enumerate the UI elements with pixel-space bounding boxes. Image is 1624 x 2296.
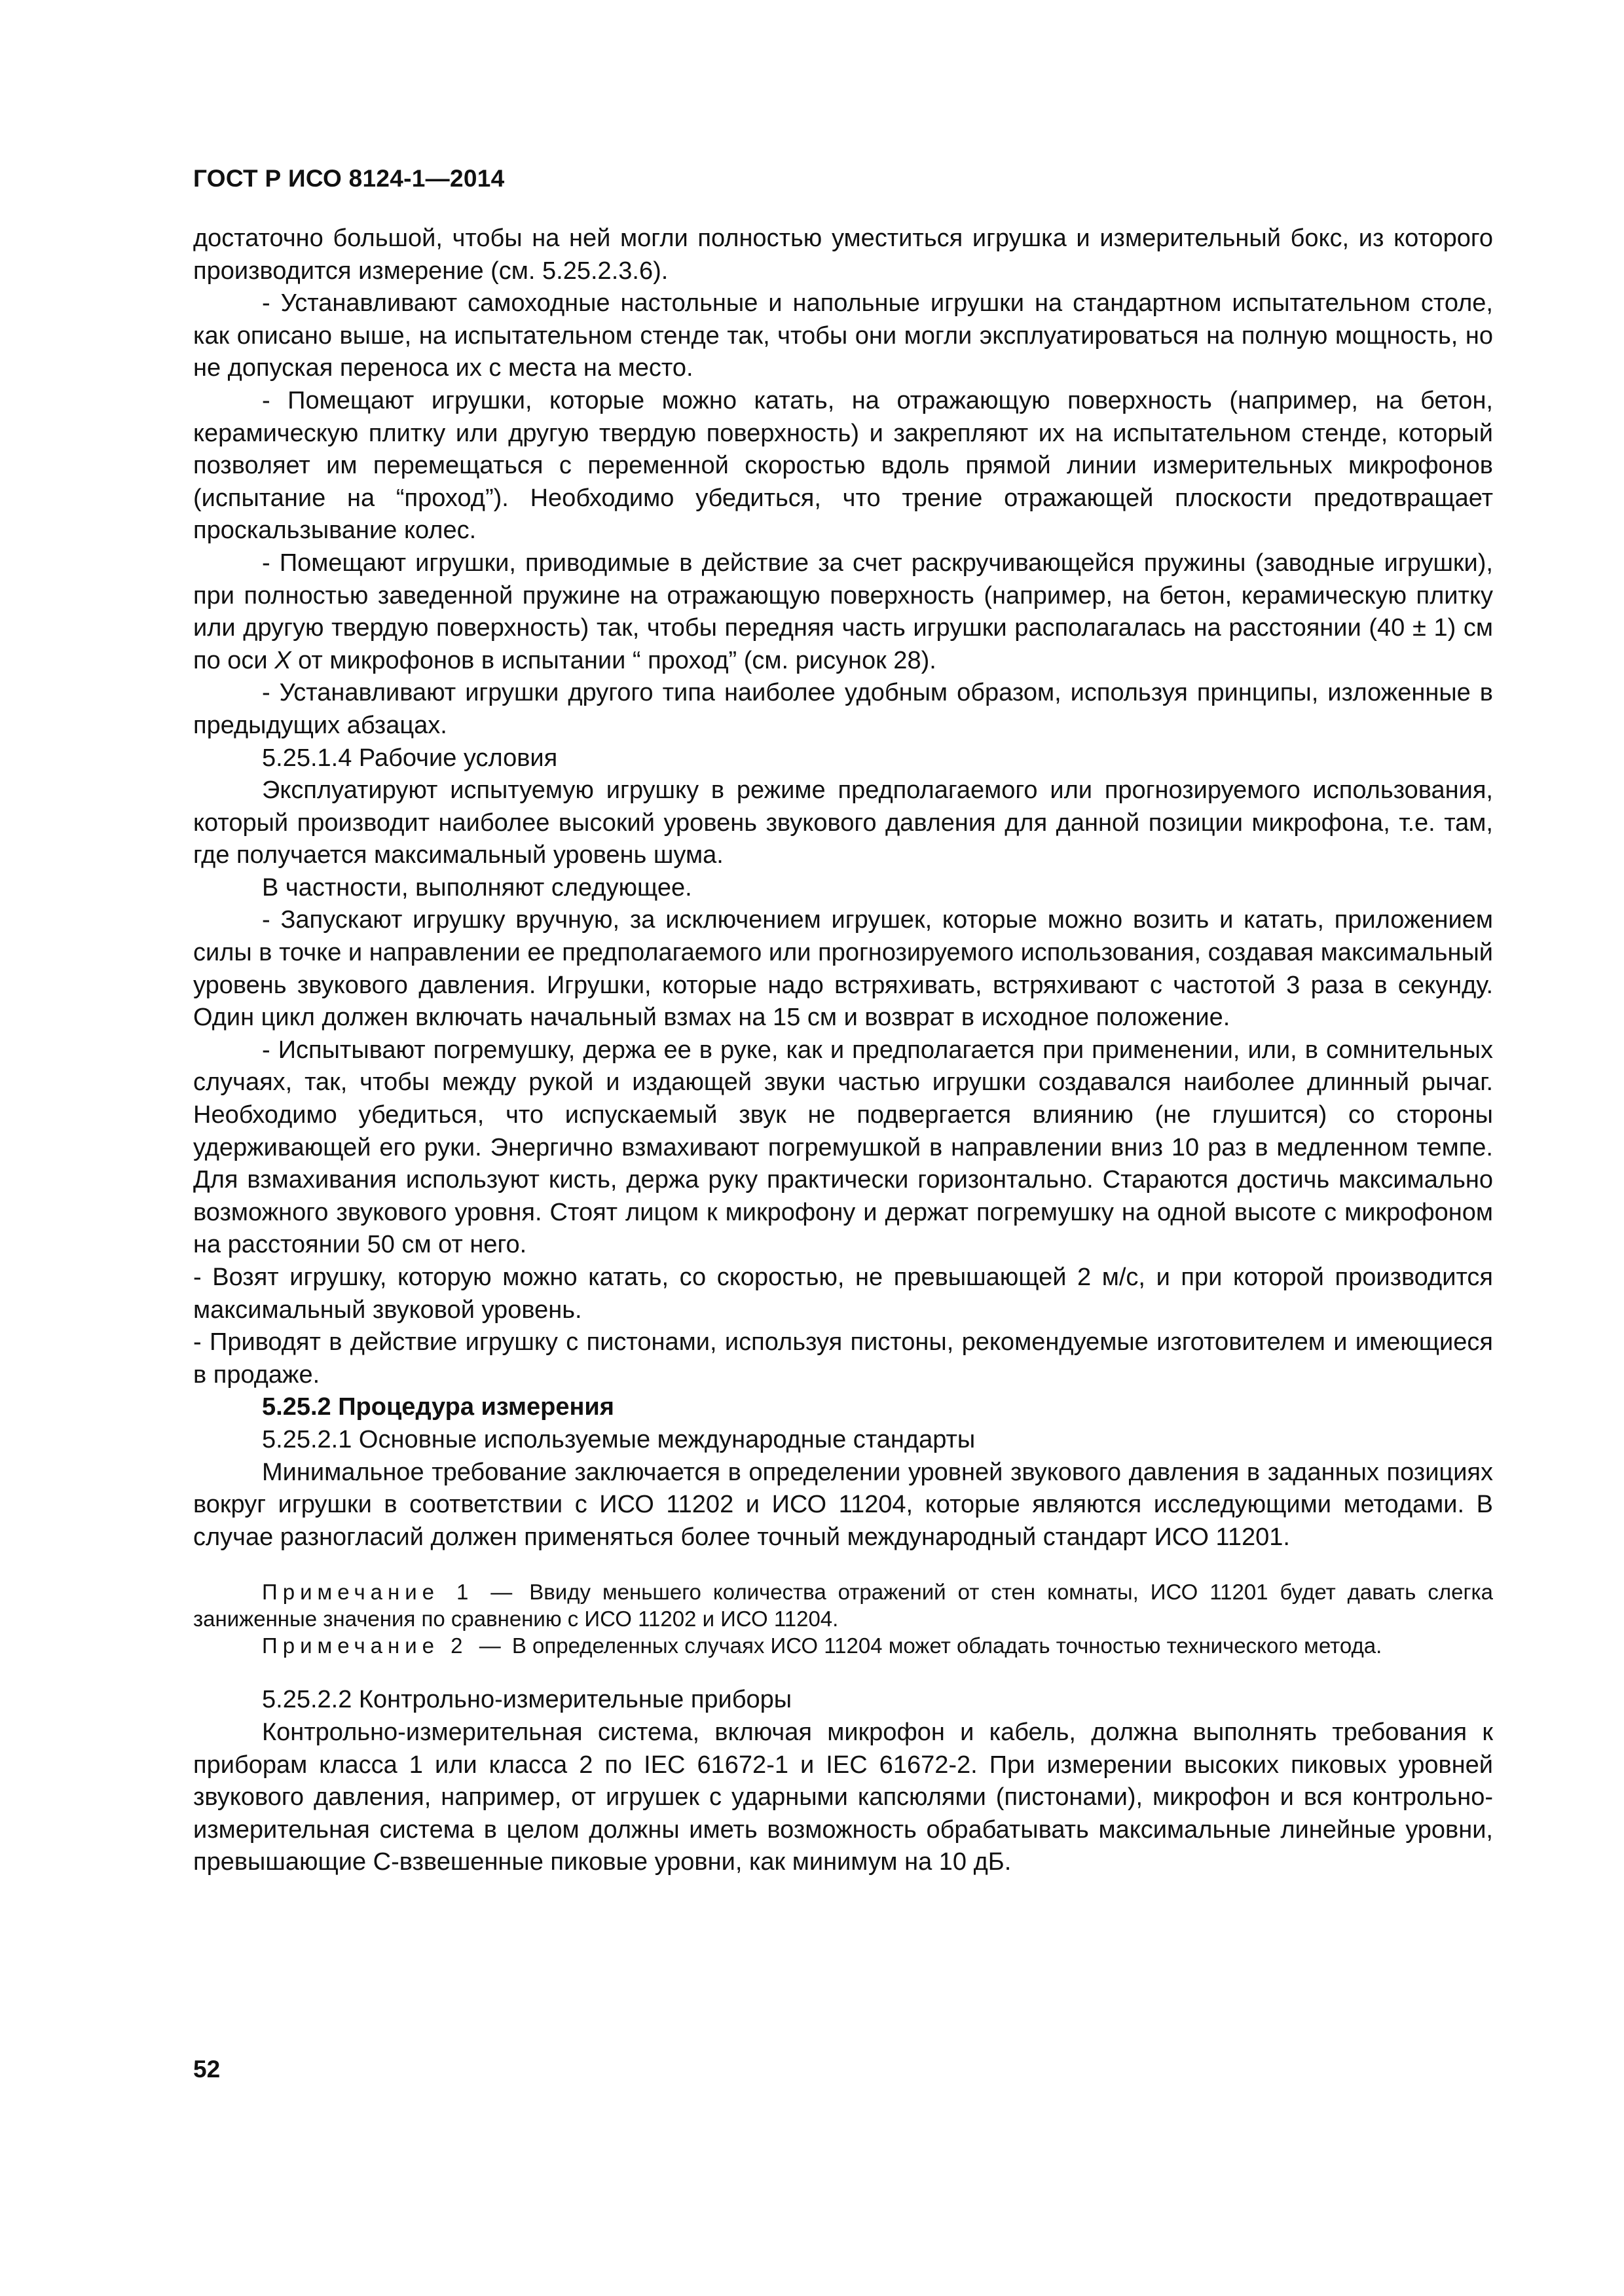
note-label: Примечание 1 — [262, 1580, 518, 1605]
note [193, 1578, 1493, 1632]
section-heading: 5.25.2 Процедура измерения [262, 1393, 614, 1421]
page-number: 52 [193, 2056, 221, 2083]
paragraph-text: - Помещают игрушки, приводимые в действие за счет раскручивающейся пружины (заводные игрушки), при полностью заведенной пружине на отражающую поверхность (например, на бетон, керамическую плитку или другую твердую поверхность) так, чтобы передняя часть игрушки располагалась на расстоянии (40 ± 1) см по оси [193, 549, 1493, 674]
paragraph: Минимальное требование заключается в определении уровней звукового давления в заданных позициях вокруг игрушки в соответствии с ИСО 11202 и ИСО 11204, которые являются исследующими методами. В случае разногласий должен применяться более точный международный стандарт ИСО 11201. [193, 1458, 1493, 1551]
paragraph-text: от микрофонов в испытании “ проход” (см. рисунок 28). [298, 646, 936, 674]
subsection-heading: 5.25.2.1 Основные используемые международные стандарты [262, 1425, 976, 1453]
document-body [193, 223, 1493, 1879]
note-text: Ввиду меньшего количества отражений от стен комнаты, ИСО 11201 будет давать слегка заниженные значения по сравнению с ИСО 11202 и ИСО 11204. [193, 1580, 1493, 1631]
document-header: ГОСТ Р ИСО 8124-1—2014 [193, 165, 505, 192]
paragraph: - Помещают игрушки, которые можно катать, на отражающую поверхность (например, на бетон, керамическую плитку или другую твердую поверхность) и закрепляют их на испытательном стенде, который позволяет им перемещаться с переменной скоростью вдоль прямой линии измерительных микрофонов (испытание на “проход”). Необходимо убедиться, что трение отражающей плоскости предотвращает проскальзывание колес. [193, 386, 1493, 545]
paragraph: - Возят игрушку, которую можно катать, со скоростью, не превышающей 2 м/с, и при которой производится максимальный звуковой уровень. [193, 1264, 1493, 1324]
paragraph: Контрольно-измерительная система, включая микрофон и кабель, должна выполнять требования к приборам класса 1 или класса 2 по IEC 61672-1 и IEC 61672-2. При измерении высоких пиковых уровней звукового давления, например, от игрушек с ударными капсюлями (пистонами), микрофон и вся контрольно-измерительная система в целом должны иметь возможность обрабатывать максимальные линейные уровни, превышающие С-взвешенные пиковые уровни, как минимум на 10 дБ. [193, 1718, 1493, 1876]
paragraph: - Запускают игрушку вручную, за исключением игрушек, которые можно возить и катать, приложением силы в точке и направлении ее предполагаемого или прогнозируемого использования, создавая максимальный уровень звукового давления. Игрушки, которые надо встряхивать, встряхивают с частотой 3 раза в секунду. Один цикл должен включать начальный взмах на 15 см и возврат в исходное положение. [193, 906, 1493, 1032]
subsection-heading: 5.25.2.2 Контрольно-измерительные приборы [262, 1686, 792, 1714]
axis-symbol: X [274, 646, 291, 674]
subsection-heading: 5.25.1.4 Рабочие условия [262, 744, 558, 772]
paragraph: достаточно большой, чтобы на ней могли полностью уместиться игрушка и измерительный бокс, из которого производится измерение (см. 5.25.2.3.6). [193, 225, 1493, 285]
note-text: В определенных случаях ИСО 11204 может обладать точностью технического метода. [511, 1633, 1382, 1658]
paragraph: В частности, выполняют следующее. [262, 873, 692, 902]
paragraph: Эксплуатируют испытуемую игрушку в режиме предполагаемого или прогнозируемого использования, который производит наиболее высокий уровень звукового давления для данной позиции микрофона, т.е. там, где получается максимальный уровень шума. [193, 776, 1493, 869]
note-label: Примечание 2 — [262, 1633, 506, 1658]
paragraph [193, 547, 1493, 677]
paragraph: - Устанавливают самоходные настольные и напольные игрушки на стандартном испытательном столе, как описано выше, на испытательном стенде так, чтобы они могли эксплуатироваться на полную мощность, но не допуская переноса их с места на место. [193, 289, 1493, 382]
notes-block [193, 1578, 1493, 1659]
note [193, 1632, 1493, 1659]
paragraph: - Приводят в действие игрушку с пистонами, используя пистоны, рекомендуемые изготовителем и имеющиеся в продаже. [193, 1328, 1493, 1389]
paragraph: - Устанавливают игрушки другого типа наиболее удобным образом, используя принципы, изложенные в предыдущих абзацах. [193, 679, 1493, 739]
paragraph: - Испытывают погремушку, держа ее в руке, как и предполагается при применении, или, в сомнительных случаях, так, чтобы между рукой и издающей звуки частью игрушки создавался наиболее длинный рычаг. Необходимо убедиться, что испускаемый звук не подвергается влиянию (не глушится) со стороны удерживающей его руки. Энергично взмахивают погремушкой в направлении вниз 10 раз в медленном темпе. Для взмахивания используют кисть, держа руку практически горизонтально. Стараются достичь максимально возможного звукового уровня. Стоят лицом к микрофону и держат погремушку на одной высоте с микрофоном на расстоянии 50 см от него. [193, 1036, 1493, 1259]
